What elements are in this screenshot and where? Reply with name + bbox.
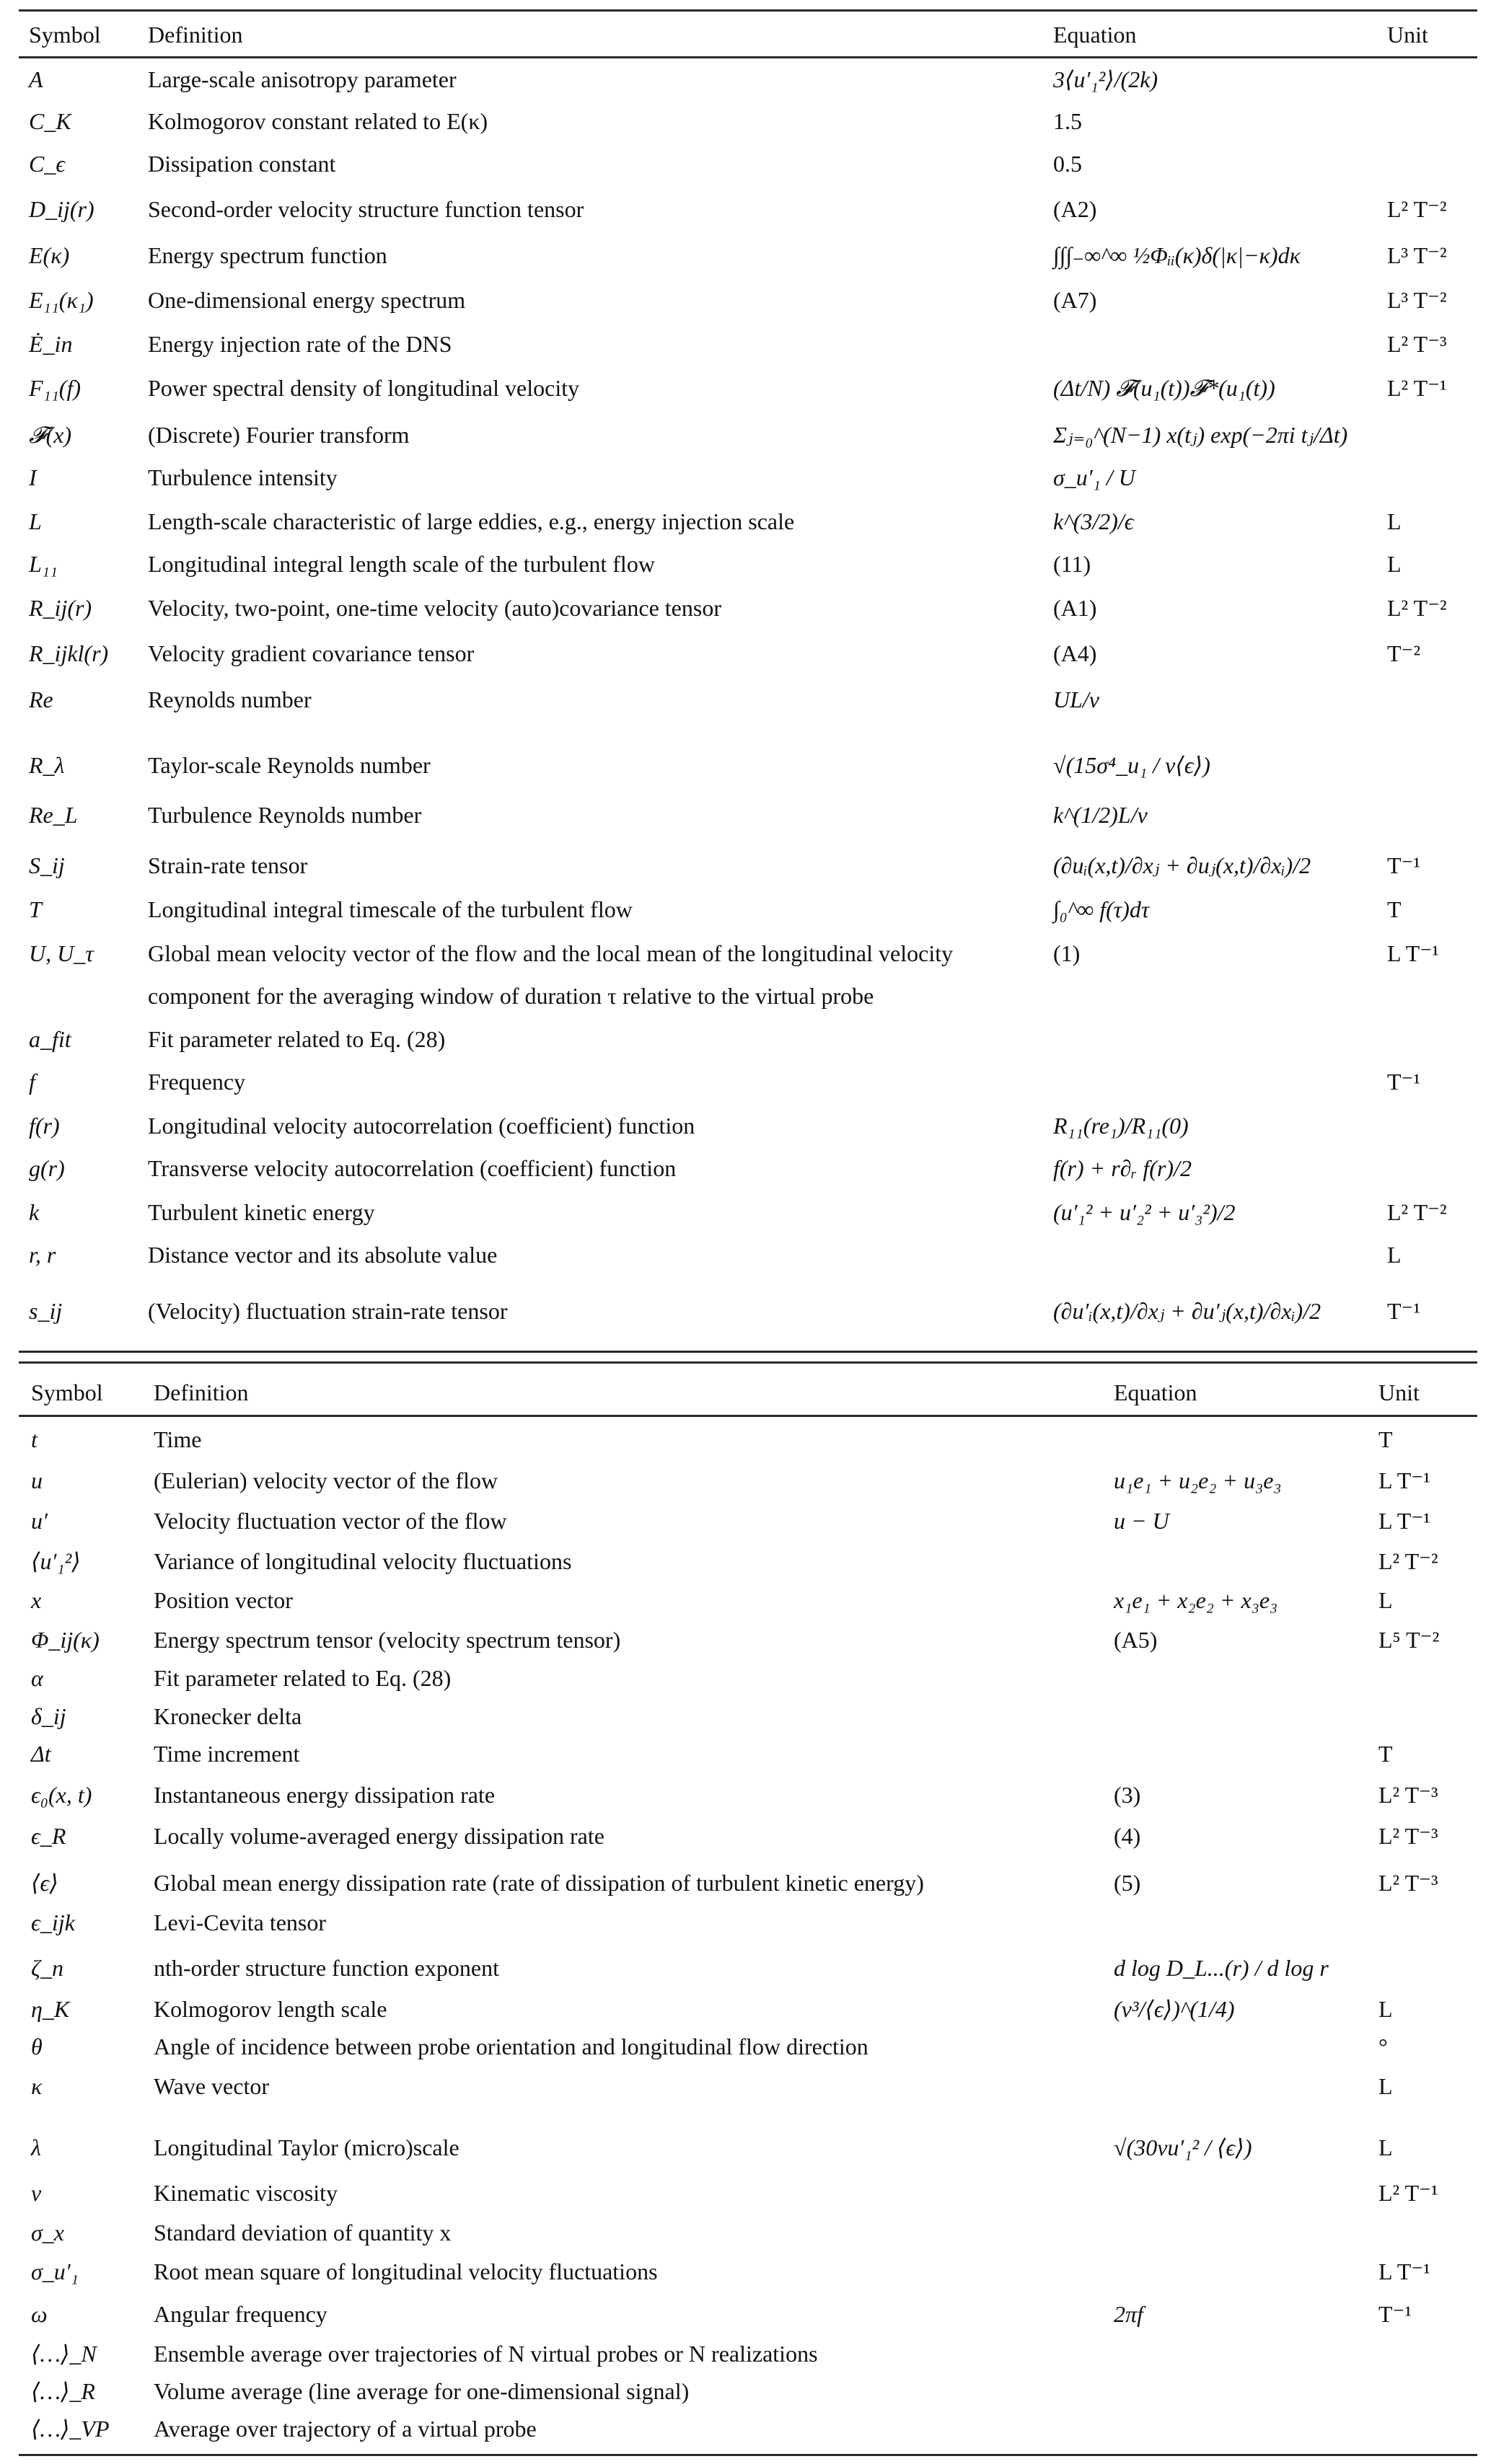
unit-cell: L² T⁻³ bbox=[1378, 1782, 1438, 1808]
definition-cell: Turbulence Reynolds number bbox=[148, 802, 422, 828]
equation-cell: (ν³/⟨ϵ⟩)^(1/4) bbox=[1114, 1996, 1235, 2022]
definition-cell: Kolmogorov length scale bbox=[154, 1996, 387, 2022]
unit-cell: L bbox=[1378, 2073, 1393, 2099]
definition-cell: Taylor-scale Reynolds number bbox=[148, 752, 431, 778]
unit-cell: ° bbox=[1378, 2034, 1388, 2059]
symbol-cell: ζ_n bbox=[31, 1955, 63, 1981]
equation-cell: ∫₀^∞ f(τ)dτ bbox=[1053, 896, 1150, 922]
unit-cell: L² T⁻² bbox=[1387, 595, 1447, 621]
definition-cell: (Discrete) Fourier transform bbox=[148, 422, 410, 448]
definition-cell: Fit parameter related to Eq. (28) bbox=[154, 1665, 452, 1691]
definition-cell: Volume average (line average for one-dimensional signal) bbox=[154, 2378, 690, 2404]
definition-cell: Average over trajectory of a virtual probe bbox=[154, 2416, 537, 2442]
equation-cell: x₁e₁ + x₂e₂ + x₃e₃ bbox=[1114, 1587, 1278, 1613]
equation-cell: u − U bbox=[1114, 1508, 1169, 1534]
equation-cell: 0.5 bbox=[1053, 151, 1082, 177]
equation-cell: (A5) bbox=[1114, 1627, 1158, 1653]
equation-cell: u₁e₁ + u₂e₂ + u₃e₃ bbox=[1114, 1467, 1282, 1493]
equation-cell: UL/ν bbox=[1053, 686, 1099, 712]
definition-cell: Longitudinal velocity autocorrelation (coefficient) function bbox=[148, 1113, 695, 1139]
definition-cell: Instantaneous energy dissipation rate bbox=[154, 1782, 496, 1808]
symbol-cell: S_ij bbox=[29, 852, 65, 878]
equation-cell: Σⱼ₌₀^(N−1) x(tⱼ) exp(−2πi tⱼ/Δt) bbox=[1053, 422, 1348, 448]
definition-cell: (Velocity) fluctuation strain-rate tensor bbox=[148, 1298, 508, 1324]
table-bottom-rule bbox=[19, 2454, 1477, 2456]
definition-cell: Energy injection rate of the DNS bbox=[148, 331, 452, 357]
symbol-cell: T bbox=[29, 896, 42, 922]
definition-cell: Global mean energy dissipation rate (rate of dissipation of turbulent kinetic energy) bbox=[154, 1870, 924, 1896]
definition-cell: Position vector bbox=[154, 1587, 293, 1613]
symbol-cell: f bbox=[29, 1069, 35, 1095]
equation-cell: R₁₁(re₁)/R₁₁(0) bbox=[1053, 1113, 1189, 1139]
definition-cell: Kolmogorov constant related to E(κ) bbox=[148, 108, 488, 134]
equation-cell: ∫∫∫₋∞^∞ ½Φᵢᵢ(κ)δ(|κ|−κ)dκ bbox=[1053, 242, 1301, 268]
unit-cell: L² T⁻³ bbox=[1387, 331, 1447, 357]
unit-cell: L³ T⁻² bbox=[1387, 242, 1447, 268]
definition-cell: Angle of incidence between probe orientation and longitudinal flow direction bbox=[154, 2034, 868, 2059]
symbol-cell: ν bbox=[31, 2180, 42, 2206]
unit-cell: T bbox=[1378, 1741, 1393, 1767]
table-bottom-rule bbox=[19, 1351, 1477, 1353]
symbol-cell: ϵ_ijk bbox=[31, 1909, 75, 1935]
symbol-cell: F₁₁(f) bbox=[29, 375, 81, 401]
unit-cell: L T⁻¹ bbox=[1378, 2258, 1430, 2284]
symbol-cell: Ė_in bbox=[29, 331, 73, 357]
definition-cell: Root mean square of longitudinal velocity fluctuations bbox=[154, 2258, 658, 2284]
equation-cell: (4) bbox=[1114, 1823, 1141, 1849]
definition-cell: Energy spectrum tensor (velocity spectrum tensor) bbox=[154, 1627, 621, 1653]
symbol-cell: f(r) bbox=[29, 1113, 60, 1139]
symbol-cell: U, U_τ bbox=[29, 940, 94, 966]
definition-cell: Kinematic viscosity bbox=[154, 2180, 338, 2206]
table-top-rule bbox=[19, 1361, 1477, 1364]
unit-cell: L bbox=[1387, 508, 1402, 534]
symbol-cell: ⟨…⟩_N bbox=[31, 2341, 97, 2367]
definition-cell: Time bbox=[154, 1426, 202, 1452]
symbol-cell: a_fit bbox=[29, 1026, 71, 1052]
symbol-cell: k bbox=[29, 1199, 40, 1225]
symbol-cell: E₁₁(κ₁) bbox=[29, 287, 94, 313]
symbol-cell: θ bbox=[31, 2034, 43, 2059]
definition-cell: Reynolds number bbox=[148, 686, 312, 712]
definition-cell: Frequency bbox=[148, 1069, 246, 1095]
symbol-cell: ϵ_R bbox=[31, 1823, 66, 1849]
equation-cell: 2πf bbox=[1114, 2301, 1143, 2327]
unit-cell: T⁻¹ bbox=[1387, 1069, 1421, 1095]
symbol-cell: ϵ₀(x, t) bbox=[31, 1782, 92, 1808]
unit-cell: T⁻¹ bbox=[1387, 852, 1421, 878]
unit-cell: L bbox=[1378, 2134, 1393, 2160]
symbol-cell: L₁₁ bbox=[29, 551, 58, 577]
symbol-cell: u′ bbox=[31, 1508, 48, 1534]
symbol-cell: I bbox=[29, 464, 37, 490]
unit-cell: L² T⁻³ bbox=[1378, 1823, 1438, 1849]
definition-cell: Velocity fluctuation vector of the flow bbox=[154, 1508, 507, 1534]
symbol-cell: ω bbox=[31, 2301, 48, 2327]
symbol-cell: σ_u′₁ bbox=[31, 2258, 79, 2284]
equation-cell: σ_u′₁ / U bbox=[1053, 464, 1135, 490]
equation-cell: d log D_L...(r) / d log r bbox=[1114, 1955, 1329, 1981]
definition-cell: Levi-Cevita tensor bbox=[154, 1909, 327, 1935]
equation-cell: (A1) bbox=[1053, 595, 1097, 621]
table-top-rule bbox=[19, 9, 1477, 12]
symbol-cell: Φ_ij(κ) bbox=[31, 1627, 100, 1653]
equation-cell: f(r) + r∂ᵣ f(r)/2 bbox=[1053, 1155, 1192, 1181]
definition-cell: Angular frequency bbox=[154, 2301, 327, 2327]
definition-cell: Strain-rate tensor bbox=[148, 852, 308, 878]
definition-cell: Longitudinal integral length scale of the turbulent flow bbox=[148, 551, 655, 577]
unit-cell: L² T⁻² bbox=[1387, 1199, 1447, 1225]
symbol-cell: ⟨…⟩_VP bbox=[31, 2416, 110, 2442]
symbol-cell: t bbox=[31, 1426, 38, 1452]
symbol-cell: Δt bbox=[31, 1741, 51, 1767]
unit-cell: L T⁻¹ bbox=[1387, 940, 1439, 966]
column-header-symbol: Symbol bbox=[31, 1379, 103, 1405]
equation-cell: (∂uᵢ(x,t)/∂xⱼ + ∂uⱼ(x,t)/∂xᵢ)/2 bbox=[1053, 852, 1311, 878]
column-header-equation: Equation bbox=[1114, 1379, 1197, 1405]
column-header-definition: Definition bbox=[154, 1379, 249, 1405]
equation-cell: (A4) bbox=[1053, 640, 1097, 666]
definition-cell: Transverse velocity autocorrelation (coefficient) function bbox=[148, 1155, 677, 1181]
definition-cell: One-dimensional energy spectrum bbox=[148, 287, 466, 313]
symbol-cell: s_ij bbox=[29, 1298, 63, 1324]
definition-cell: Velocity, two-point, one-time velocity (auto)covariance tensor bbox=[148, 595, 721, 621]
definition-cell: Turbulence intensity bbox=[148, 464, 338, 490]
symbol-cell: Re bbox=[29, 686, 53, 712]
unit-cell: L bbox=[1378, 1996, 1393, 2022]
unit-cell: L² T⁻¹ bbox=[1378, 2180, 1438, 2206]
definition-cell: Distance vector and its absolute value bbox=[148, 1242, 498, 1268]
definition-cell: Wave vector bbox=[154, 2073, 269, 2099]
definition-cell: Locally volume-averaged energy dissipation rate bbox=[154, 1823, 604, 1849]
equation-cell: k^(3/2)/ϵ bbox=[1053, 508, 1134, 534]
definition-cell: Energy spectrum function bbox=[148, 242, 387, 268]
unit-cell: T⁻¹ bbox=[1378, 2301, 1412, 2327]
definition-cell: Standard deviation of quantity x bbox=[154, 2220, 452, 2246]
column-header-equation: Equation bbox=[1053, 22, 1137, 48]
symbol-cell: R_ijkl(r) bbox=[29, 640, 109, 666]
definition-cell: Large-scale anisotropy parameter bbox=[148, 66, 457, 92]
symbol-cell: λ bbox=[31, 2134, 41, 2160]
symbol-cell: η_K bbox=[31, 1996, 70, 2022]
column-header-unit: Unit bbox=[1378, 1379, 1420, 1405]
unit-cell: L² T⁻³ bbox=[1378, 1870, 1438, 1896]
symbol-cell: D_ij(r) bbox=[29, 196, 94, 222]
unit-cell: T⁻¹ bbox=[1387, 1298, 1421, 1324]
equation-cell: (Δt/N) 𝓕(u₁(t))𝓕*(u₁(t)) bbox=[1053, 375, 1275, 401]
unit-cell: L² T⁻² bbox=[1378, 1548, 1438, 1574]
header-rule bbox=[19, 1415, 1477, 1417]
definition-cell: Turbulent kinetic energy bbox=[148, 1199, 375, 1225]
equation-cell: (3) bbox=[1114, 1782, 1141, 1808]
symbol-cell: g(r) bbox=[29, 1155, 65, 1181]
definition-cell: Velocity gradient covariance tensor bbox=[148, 640, 475, 666]
unit-cell: L T⁻¹ bbox=[1378, 1508, 1430, 1534]
equation-cell: (A7) bbox=[1053, 287, 1097, 313]
column-header-definition: Definition bbox=[148, 22, 243, 48]
symbol-cell: σ_x bbox=[31, 2220, 64, 2246]
unit-cell: L T⁻¹ bbox=[1378, 1467, 1430, 1493]
definition-cell: Dissipation constant bbox=[148, 151, 336, 177]
definition-cell: component for the averaging window of duration τ relative to the virtual probe bbox=[148, 983, 874, 1009]
unit-cell: T⁻² bbox=[1387, 640, 1421, 666]
symbol-cell: R_ij(r) bbox=[29, 595, 92, 621]
unit-cell: L⁵ T⁻² bbox=[1378, 1627, 1440, 1653]
definition-cell: Ensemble average over trajectories of N virtual probes or N realizations bbox=[154, 2341, 818, 2367]
unit-cell: T bbox=[1387, 896, 1402, 922]
definition-cell: Length-scale characteristic of large eddies, e.g., energy injection scale bbox=[148, 508, 795, 534]
definition-cell: Kronecker delta bbox=[154, 1703, 302, 1729]
symbol-cell: ⟨u′₁²⟩ bbox=[31, 1548, 81, 1574]
header-rule bbox=[19, 56, 1477, 58]
equation-cell: √(30νu′₁² / ⟨ϵ⟩) bbox=[1114, 2134, 1252, 2160]
symbol-cell: ⟨ϵ⟩ bbox=[31, 1870, 58, 1896]
symbol-cell: x bbox=[31, 1587, 42, 1613]
symbol-cell: Re_L bbox=[29, 802, 78, 828]
symbol-cell: 𝓕(x) bbox=[29, 422, 72, 448]
definition-cell: Global mean velocity vector of the flow and the local mean of the longitudinal velocity bbox=[148, 940, 954, 966]
unit-cell: L² T⁻² bbox=[1387, 196, 1447, 222]
symbol-cell: α bbox=[31, 1665, 43, 1691]
symbol-cell: ⟨…⟩_R bbox=[31, 2378, 95, 2404]
definition-cell: nth-order structure function exponent bbox=[154, 1955, 499, 1981]
equation-cell: (A2) bbox=[1053, 196, 1097, 222]
equation-cell: 3⟨u′₁²⟩/(2k) bbox=[1053, 66, 1158, 92]
equation-cell: 1.5 bbox=[1053, 108, 1082, 134]
symbol-cell: κ bbox=[31, 2073, 43, 2099]
definition-cell: Variance of longitudinal velocity fluctuations bbox=[154, 1548, 572, 1574]
symbol-cell: L bbox=[29, 508, 42, 534]
definition-cell: Fit parameter related to Eq. (28) bbox=[148, 1026, 446, 1052]
equation-cell: (1) bbox=[1053, 940, 1081, 966]
unit-cell: L² T⁻¹ bbox=[1387, 375, 1447, 401]
symbol-cell: u bbox=[31, 1467, 43, 1493]
definition-cell: Longitudinal Taylor (micro)scale bbox=[154, 2134, 459, 2160]
equation-cell: (u′₁² + u′₂² + u′₃²)/2 bbox=[1053, 1199, 1236, 1225]
symbol-cell: δ_ij bbox=[31, 1703, 66, 1729]
symbol-cell: r, r bbox=[29, 1242, 56, 1268]
symbol-cell: C_ϵ bbox=[29, 151, 66, 177]
symbol-cell: R_λ bbox=[29, 752, 65, 778]
definition-cell: Power spectral density of longitudinal velocity bbox=[148, 375, 580, 401]
equation-cell: (5) bbox=[1114, 1870, 1141, 1896]
definition-cell: Time increment bbox=[154, 1741, 300, 1767]
equation-cell: (∂u′ᵢ(x,t)/∂xⱼ + ∂u′ⱼ(x,t)/∂xᵢ)/2 bbox=[1053, 1298, 1321, 1324]
definition-cell: (Eulerian) velocity vector of the flow bbox=[154, 1467, 498, 1493]
symbol-cell: E(κ) bbox=[29, 242, 70, 268]
equation-cell: (11) bbox=[1053, 551, 1091, 577]
equation-cell: k^(1/2)L/ν bbox=[1053, 802, 1148, 828]
symbol-cell: C_K bbox=[29, 108, 71, 134]
equation-cell: √(15σ⁴_u₁ / ν⟨ϵ⟩) bbox=[1053, 752, 1210, 778]
definition-cell: Longitudinal integral timescale of the turbulent flow bbox=[148, 896, 633, 922]
unit-cell: T bbox=[1378, 1426, 1393, 1452]
definition-cell: Second-order velocity structure function tensor bbox=[148, 196, 584, 222]
unit-cell: L bbox=[1378, 1587, 1393, 1613]
unit-cell: L bbox=[1387, 1242, 1402, 1268]
unit-cell: L bbox=[1387, 551, 1402, 577]
column-header-unit: Unit bbox=[1387, 22, 1428, 48]
unit-cell: L³ T⁻² bbox=[1387, 287, 1447, 313]
symbol-cell: A bbox=[29, 66, 43, 92]
column-header-symbol: Symbol bbox=[29, 22, 101, 48]
